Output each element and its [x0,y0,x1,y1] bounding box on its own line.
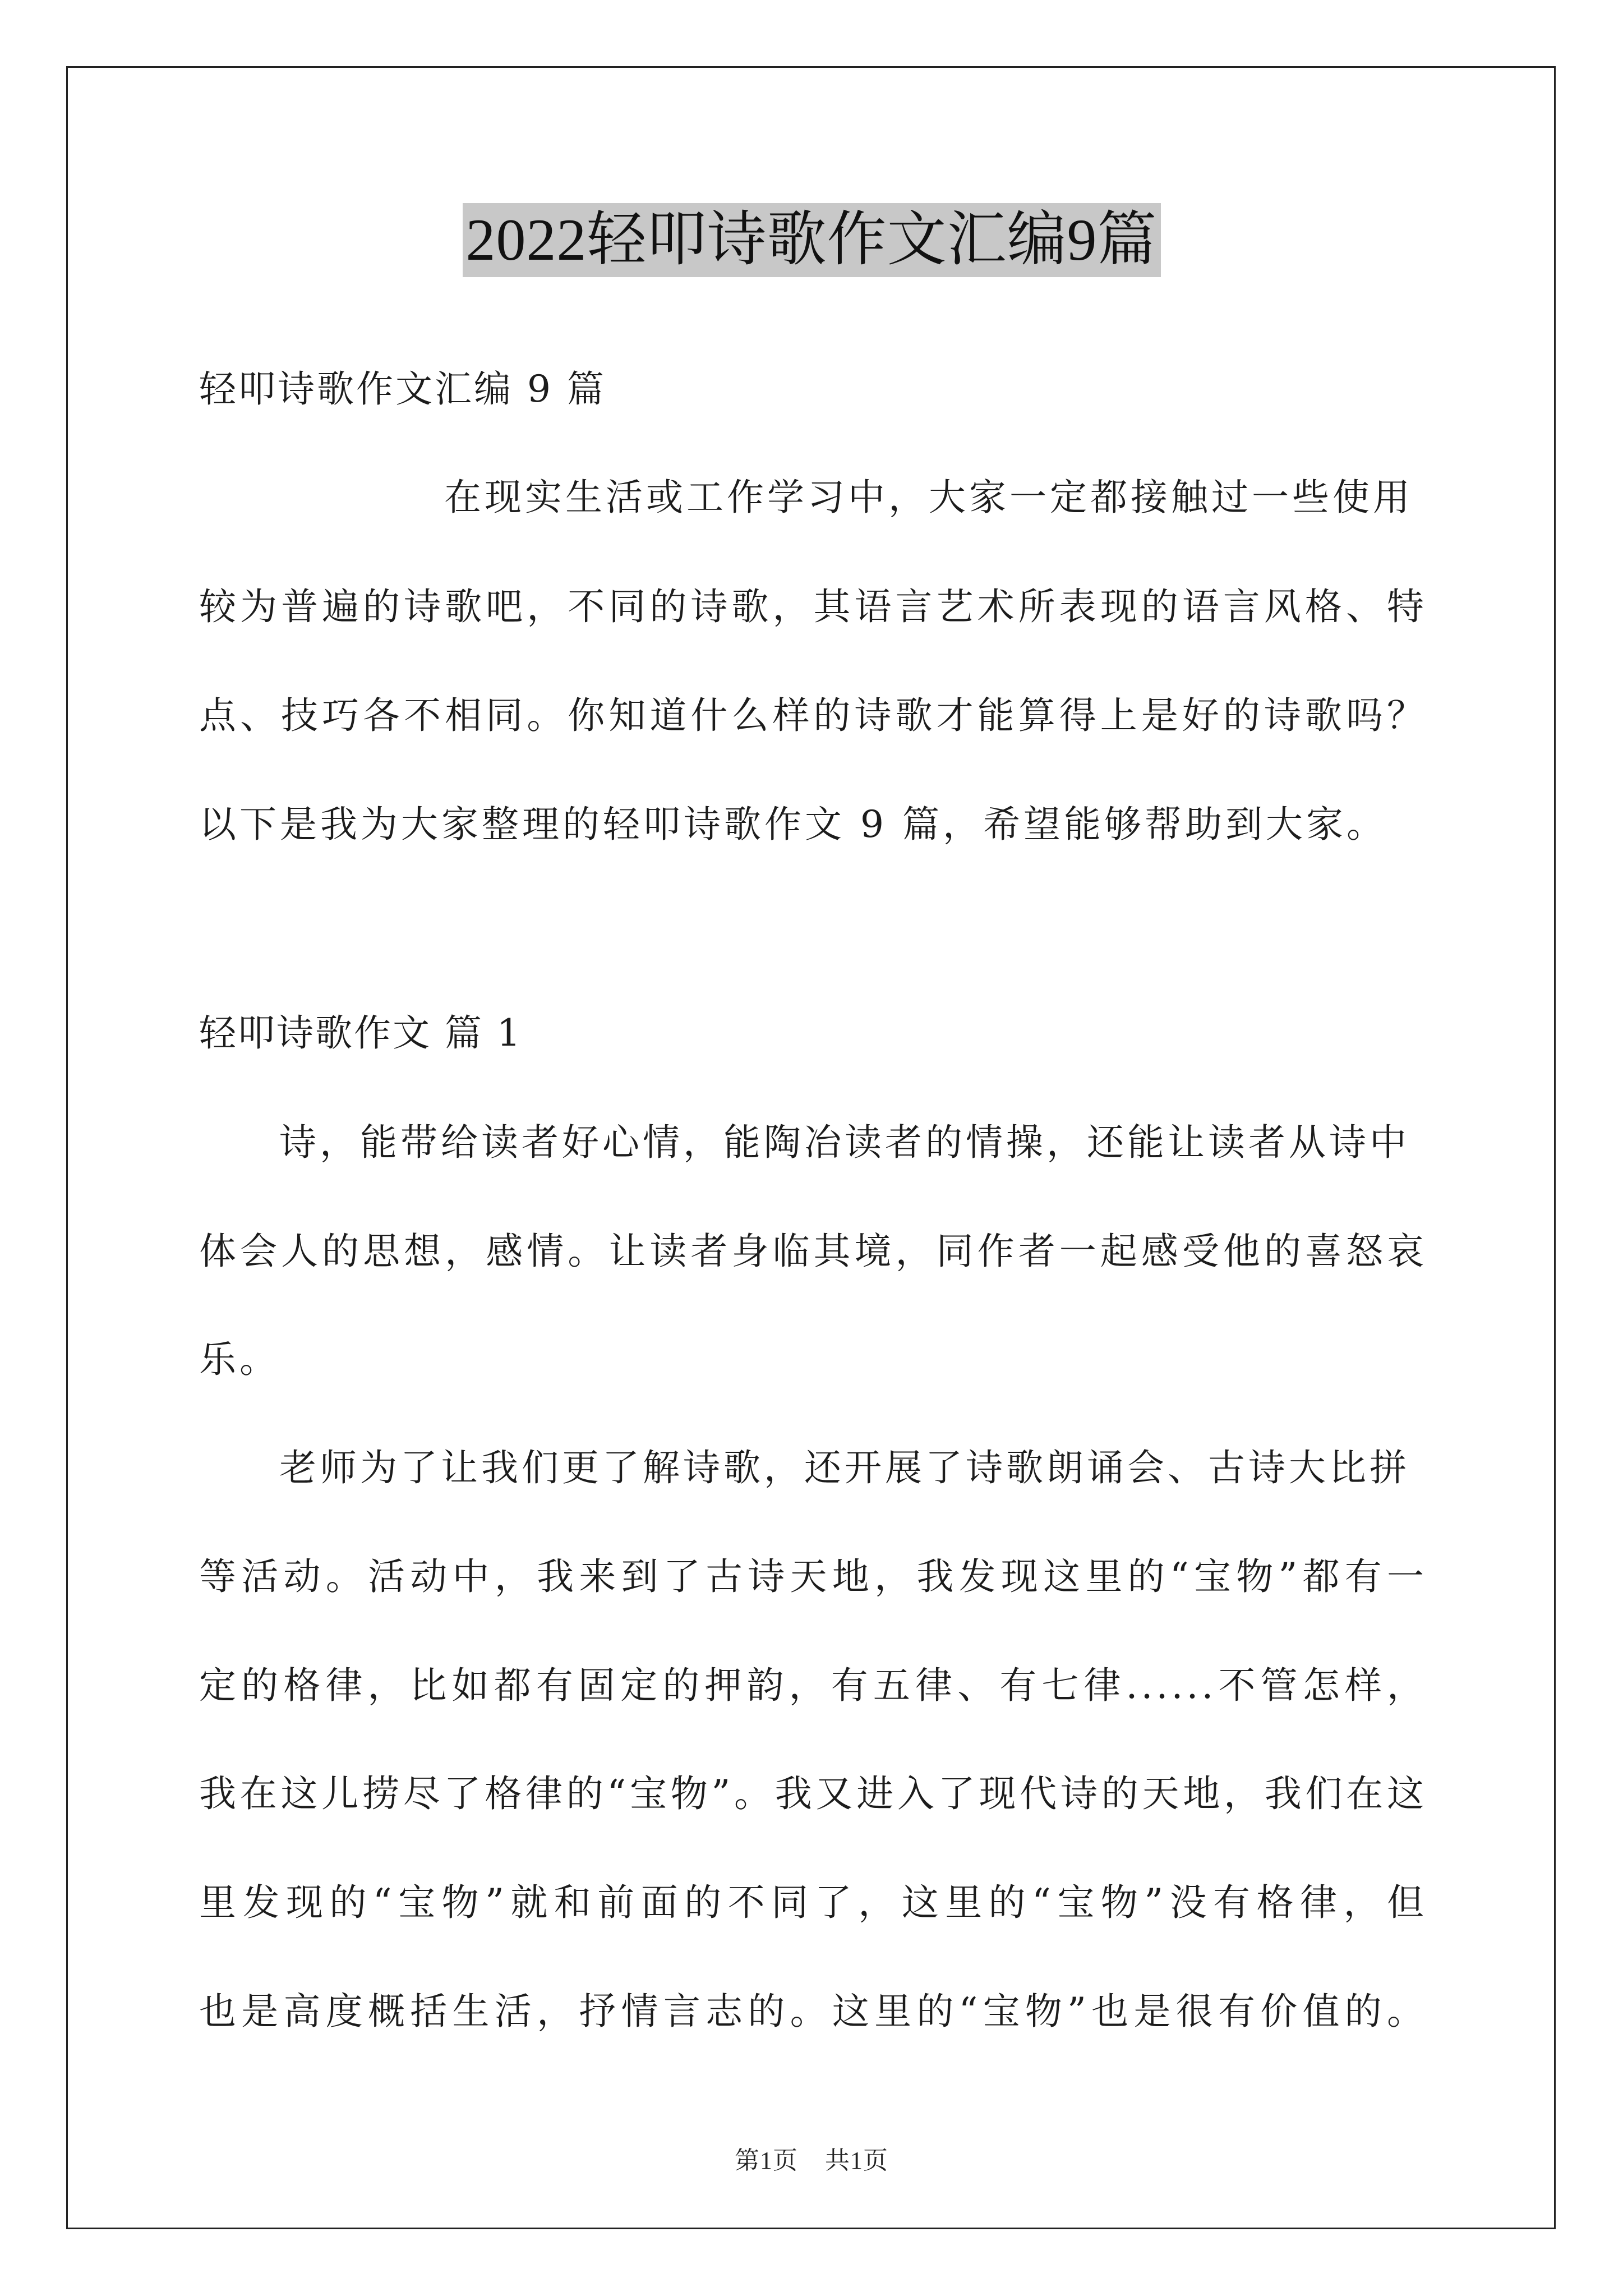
document-subtitle: 轻叩诗歌作文汇编 9 篇 [199,367,606,411]
para1-line-2: 体会人的思想，感情。让读者身临其境，同作者一起感受他的喜怒哀 [199,1230,1427,1273]
para2-line-1: 老师为了让我们更了解诗歌，还开展了诗歌朗诵会、古诗大比拼 [279,1446,1410,1489]
intro-line-2: 较为普遍的诗歌吧，不同的诗歌，其语言艺术所表现的语言风格、特 [199,585,1427,628]
para2-line-3: 定的格律，比如都有固定的押韵，有五律、有七律......不管怎样， [199,1664,1427,1707]
para1-line-3: 乐。 [199,1338,280,1381]
para2-line-5: 里发现的“宝物”就和前面的不同了，这里的“宝物”没有格律，但 [199,1881,1427,1924]
title-container [0,203,1623,277]
intro-line-4: 以下是我为大家整理的轻叩诗歌作文 9 篇，希望能够帮助到大家。 [199,803,1387,846]
page-number-current: 第1页 [735,2147,798,2174]
document-title: 2022轻叩诗歌作文汇编9篇 [463,203,1161,277]
para2-line-2: 等活动。活动中，我来到了古诗天地，我发现这里的“宝物”都有一 [199,1555,1427,1598]
page-footer [0,2140,1623,2176]
para1-line-1: 诗，能带给读者好心情，能陶冶读者的情操，还能让读者从诗中 [279,1121,1410,1164]
intro-line-1: 在现实生活或工作学习中，大家一定都接触过一些使用 [444,476,1413,519]
para2-line-4: 我在这儿捞尽了格律的“宝物”。我又进入了现代诗的天地，我们在这 [199,1772,1427,1815]
intro-line-3: 点、技巧各不相同。你知道什么样的诗歌才能算得上是好的诗歌吗？ [199,694,1427,737]
page-number-total: 共1页 [825,2147,888,2174]
para2-line-6: 也是高度概括生活，抒情言志的。这里的“宝物”也是很有价值的。 [199,1990,1427,2033]
section-heading: 轻叩诗歌作文 篇 1 [199,1011,522,1055]
